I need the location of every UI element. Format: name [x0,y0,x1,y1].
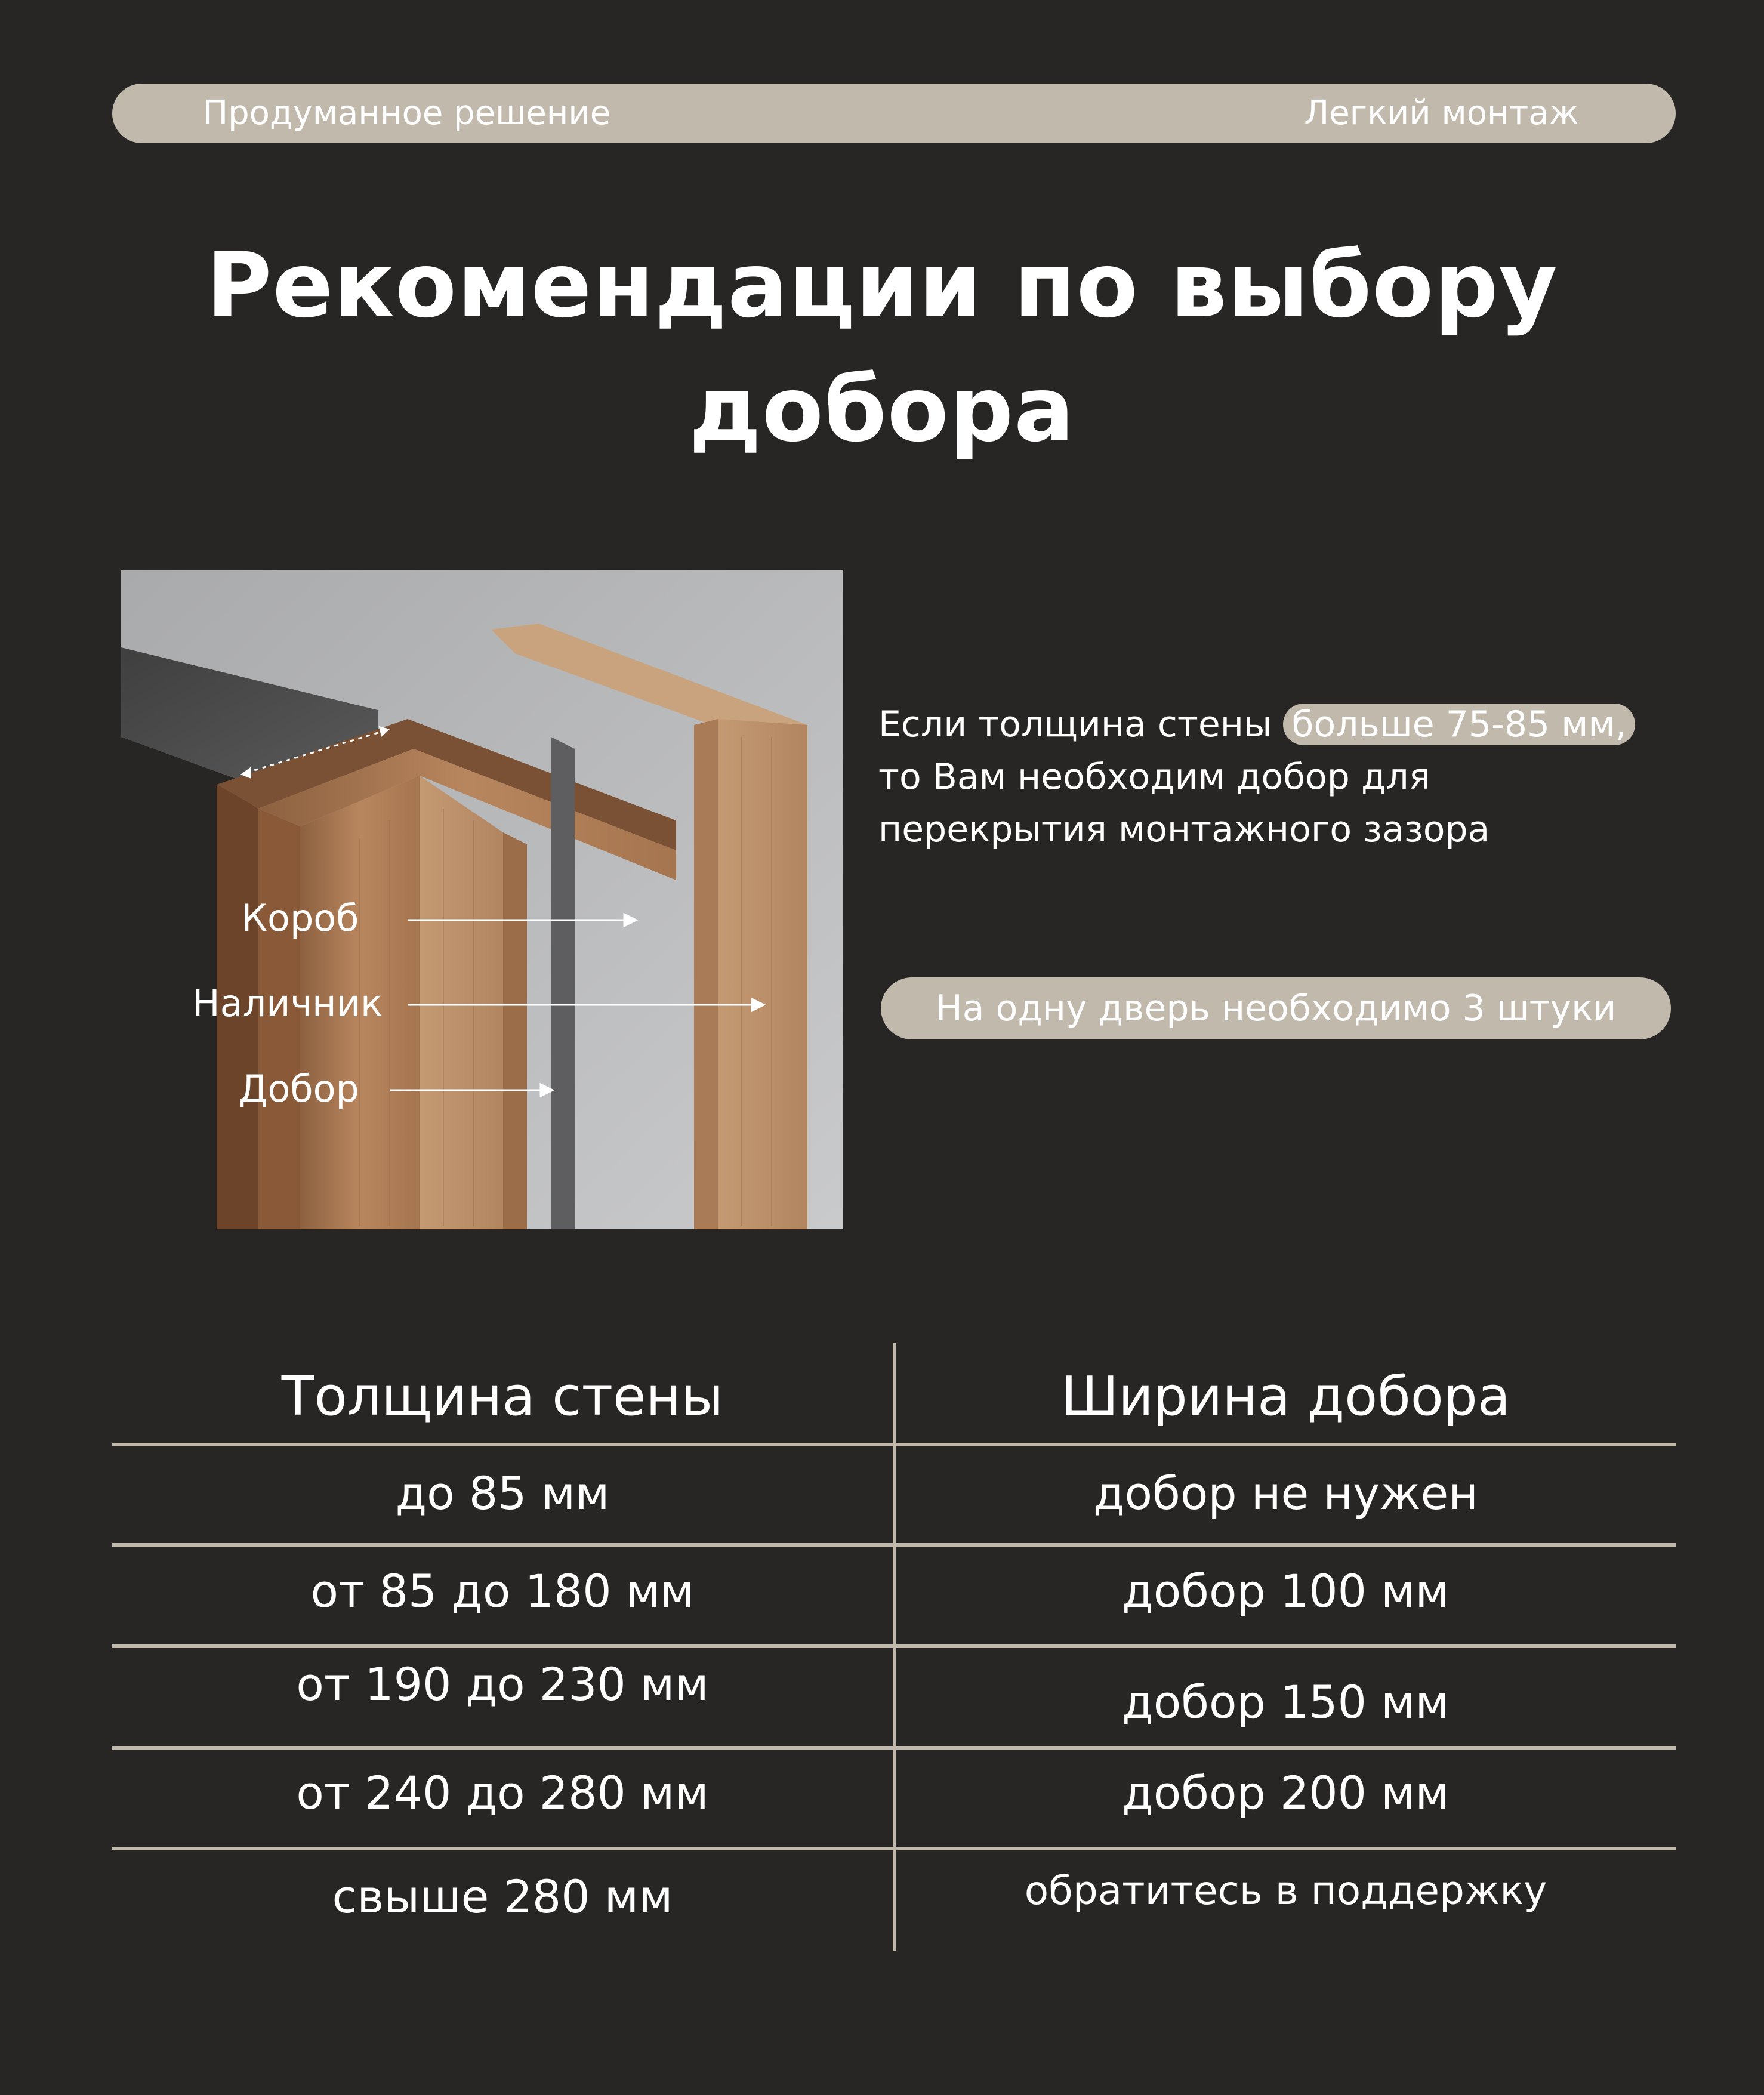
label-nalichnik: Наличник [192,982,383,1025]
table-cell: свыше 280 мм [332,1870,673,1923]
table-cell: от 240 до 280 мм [296,1766,709,1819]
table-divider [112,1644,1676,1648]
info-line-1 [878,698,1635,751]
table-cell: от 85 до 180 мм [310,1565,695,1618]
title-line-1: Рекомендации по выбору [206,234,1558,338]
door-frame-illustration [121,570,843,1229]
info-line-2: то Вам необходим добор для [878,756,1430,798]
table-cell: добор 100 мм [1122,1565,1450,1618]
banner-right-text: Легкий монтаж [1304,94,1579,132]
door-frame-drawing [121,570,843,1229]
quantity-pill: На одну дверь необходимо 3 штуки [881,977,1671,1039]
info-highlight: больше 75-85 мм, [1283,704,1635,745]
table-divider [112,1543,1676,1547]
title-line-2: добора [689,358,1075,462]
table-header-wall: Толщина стены [281,1365,724,1428]
table-cell: добор не нужен [1093,1467,1478,1520]
top-banner [112,84,1676,143]
label-korob: Короб [241,896,359,940]
page-title [0,224,1764,472]
table-divider [112,1443,1676,1446]
label-dobor: Добор [239,1067,359,1110]
info-line-3: перекрытия монтажного зазора [878,809,1490,850]
info-line-1-pre: Если толщина стены [878,704,1272,745]
table-cell: до 85 мм [395,1467,610,1520]
table-cell: обратитесь в поддержку [1024,1868,1547,1914]
table-cell: добор 150 мм [1122,1676,1450,1729]
info-text [878,698,1635,856]
table-cell: от 190 до 230 мм [296,1658,709,1711]
dobor-table [112,1343,1676,1951]
table-header-dobor: Ширина добора [1060,1365,1511,1428]
table-divider [112,1746,1676,1750]
table-cell: добор 200 мм [1122,1766,1450,1819]
table-divider [112,1847,1676,1850]
banner-left-text: Продуманное решение [203,94,611,132]
